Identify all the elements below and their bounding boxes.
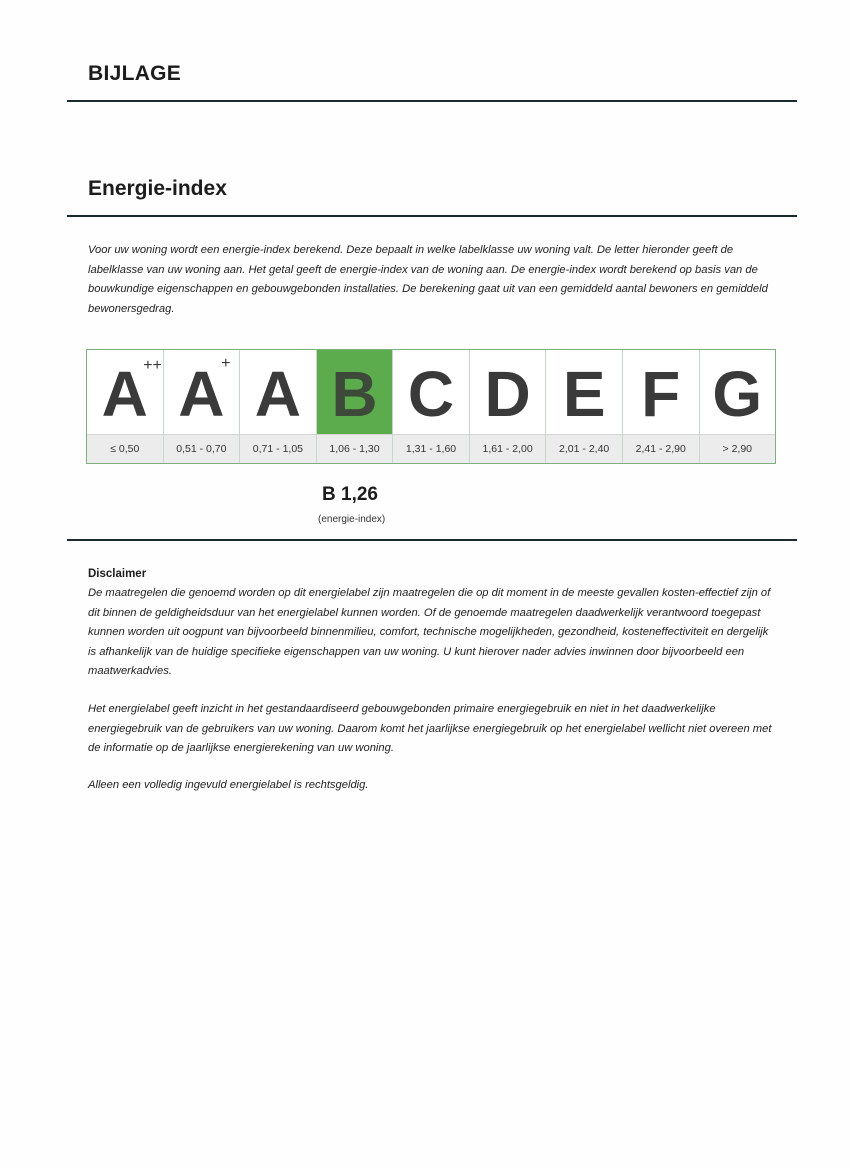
divider [67,100,797,102]
label-class-letter-area [317,350,393,436]
label-class-letter-area [700,350,776,436]
label-class-letter-area [87,350,163,436]
label-class-cell [623,350,700,463]
label-class-superscript: + [221,355,231,372]
intro-paragraph: Voor uw woning wordt een energie-index berekend. Deze bepaalt in welke labelklasse uw woning valt. De letter hieronder geeft de labelklasse van uw woning aan. Het getal geeft de energie-index van de woning aan. De energie-index wordt berekend op basis van de bouwkundige eigenschappen en gebouwgebonden installaties. De berekening gaat uit van een gemiddeld aantal bewoners en gemiddeld bewonersgedrag. [88,244,768,315]
label-class-range: 1,06 - 1,30 [317,434,393,463]
label-class-cell [164,350,241,463]
label-class-letter: F [641,358,681,430]
label-class-cell [700,350,776,463]
label-class-range: 2,41 - 2,90 [623,434,699,463]
energy-label-scale [86,349,776,464]
label-class-letter: A [254,358,302,430]
divider [67,539,797,541]
disclaimer-title: Disclaimer [88,568,147,580]
label-class-range: 1,61 - 2,00 [470,434,546,463]
label-class-letter-area [623,350,699,436]
label-class-range: 2,01 - 2,40 [546,434,622,463]
label-class-range: > 2,90 [700,434,776,463]
disclaimer-paragraph: De maatregelen die genoemd worden op dit energielabel zijn maatregelen die op dit moment in de meeste gevallen kosten-effectief zijn of dit binnen de geldigheidsduur van het energielabel kunnen worden. Of de genoemde maatregelen daadwerkelijk verantwoord toegepast kunnen worden uit oogpunt van bijvoorbeeld binnenmilieu, comfort, technische mogelijkheden, gezondheid, kosteneffectiviteit en dergelijk is afhankelijk van de huidige specifieke eigenschappen van uw woning. U kunt hierover nader advies inwinnen door bijvoorbeeld een maatwerkadvies. [88,587,771,677]
label-class-cell [470,350,547,463]
energy-index-caption: (energie-index) [318,514,386,525]
label-class-cell [240,350,317,463]
label-class-range: 0,51 - 0,70 [164,434,240,463]
label-class-letter: B [331,358,378,430]
label-class-range: 0,71 - 1,05 [240,434,316,463]
label-class-cell [87,350,164,463]
label-class-superscript: ++ [143,357,162,374]
energy-index-value: B 1,26 [322,484,378,505]
page-title: BIJLAGE [88,62,182,85]
disclaimer-paragraph: Het energielabel geeft inzicht in het gestandaardiseerd gebouwgebonden primaire energiegebruik en niet in het daadwerkelijke energiegebruik van de gebruikers van uw woning. Daarom komt het jaarlijkse energiegebruik op het energielabel wellicht niet overeen met de informatie op de jaarlijkse energierekening van uw woning. [88,703,772,754]
label-class-letter: A + [178,355,231,430]
label-class-letter: E [562,358,606,430]
label-class-letter-area [164,350,240,436]
label-class-letter: G [712,358,763,430]
divider [67,215,797,217]
label-class-cell [393,350,470,463]
label-class-letter: D [484,358,531,430]
disclaimer-paragraph: Alleen een volledig ingevuld energielabel is rechtsgeldig. [88,779,369,791]
label-class-cell [546,350,623,463]
label-class-range: 1,31 - 1,60 [393,434,469,463]
label-class-letter-area [470,350,546,436]
section-title: Energie-index [88,177,227,200]
label-class-letter-area [240,350,316,436]
label-class-range: ≤ 0,50 [87,434,163,463]
label-class-cell [317,350,394,463]
label-class-letter: C [407,358,455,430]
label-class-letter-area [393,350,469,436]
label-class-letter: A ++ [101,357,162,430]
label-class-letter-area [546,350,622,436]
